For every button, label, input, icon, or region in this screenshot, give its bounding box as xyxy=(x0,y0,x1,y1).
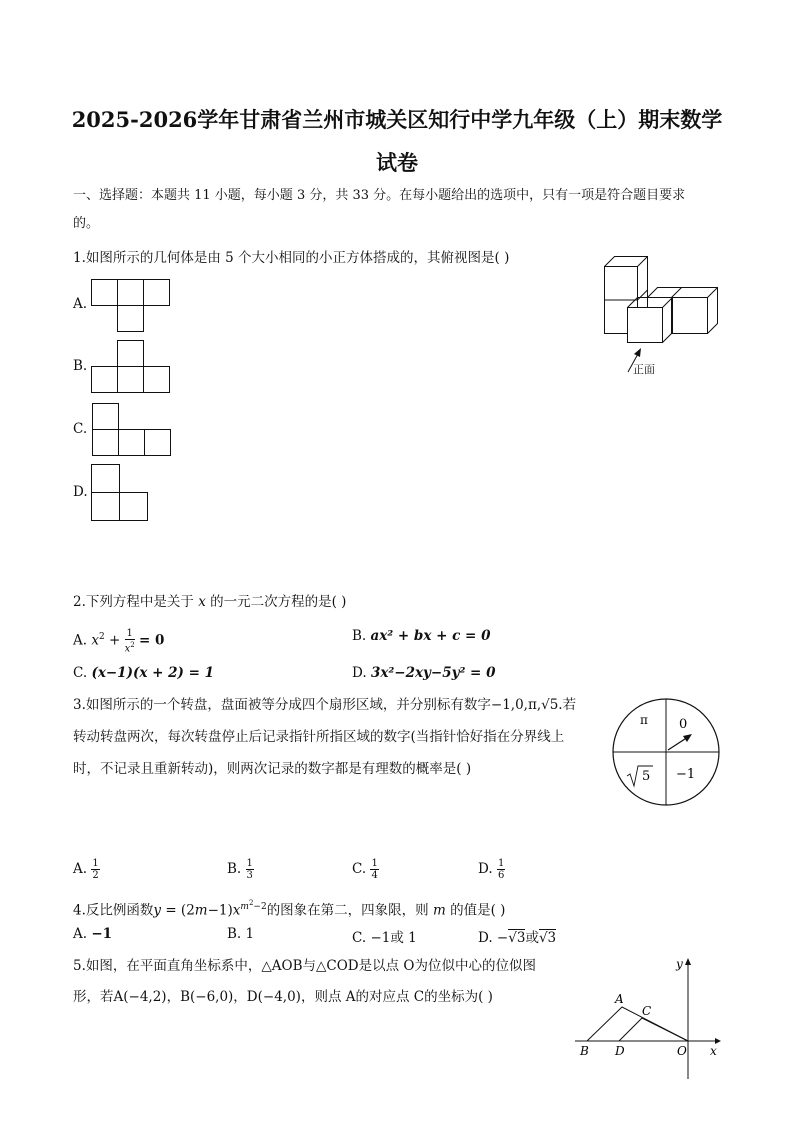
q1-stem: 1.如图所示的几何体是由 5 个大小相同的小正方体搭成的，其俯视图是( ) xyxy=(73,250,510,266)
point-label-a: A xyxy=(615,992,624,1006)
q1-figure-label: 正面 xyxy=(633,363,655,376)
q3-option-a: A. $\frac{1}{2}$ xyxy=(73,858,99,881)
page-title-cont: 试卷 xyxy=(376,150,418,175)
q1-option-b-figure xyxy=(91,340,173,394)
q3-spinner-wheel xyxy=(610,696,722,808)
q3-stem-line1: 3.如图所示的一个转盘，盘面被等分成四个扇形区域，并分别标有数字−1,0,π,√5.若 xyxy=(73,697,577,713)
point-label-o: O xyxy=(677,1044,687,1058)
q3-option-c: C. $\frac{1}{4}$ xyxy=(352,858,378,881)
q2-stem: 2.下列方程中是关于 x 的一元二次方程的是( ) xyxy=(73,594,347,610)
page-title: 2025-2026学年甘肃省兰州市城关区知行中学九年级（上）期末数学 xyxy=(71,107,723,132)
axis-label-x: x xyxy=(710,1044,717,1058)
q3-option-d: D. $\frac{1}{6}$ xyxy=(478,858,505,881)
q2-option-c: C. (x−1)(x + 2) = 1 xyxy=(73,665,214,681)
q5-stem-line2: 形，若A(−4,2)，B(−6,0)，D(−4,0)，则点 A的对应点 C的坐标为( ) xyxy=(73,989,493,1005)
q4-stem: 4.反比例函数$y = (2m-1)x^{m^2-2}$的图象在第二，四象限，则 m 的值是( ) xyxy=(73,899,506,919)
q1-option-a-figure xyxy=(91,279,173,333)
q5-coordinate-figure xyxy=(575,955,725,1085)
q2-option-a: A. $x^2$ + $\frac{1}{x^2}$ = 0 xyxy=(73,628,165,655)
q4-option-d: D. −√3或√3 xyxy=(478,930,557,946)
q1-option-d-label: D. xyxy=(73,484,88,500)
q1-option-c-label: C. xyxy=(73,421,88,437)
q2-option-d: D. 3x²−2xy−5y² = 0 xyxy=(352,665,496,681)
wheel-label-neg1: −1 xyxy=(676,767,696,782)
q5-stem-line1: 5.如图，在平面直角坐标系中，△AOB与△COD是以点 O为位似中心的位似图 xyxy=(73,958,536,974)
point-label-b: B xyxy=(580,1044,589,1058)
q1-option-a-label: A. xyxy=(73,296,88,312)
q1-cube-figure xyxy=(600,252,725,380)
wheel-label-pi: π xyxy=(640,713,648,727)
wheel-label-sqrt5: 5 xyxy=(642,769,651,784)
q4-option-b: B. 1 xyxy=(227,926,255,942)
q3-stem-line3: 时，不记录且重新转动)，则两次记录的数字都是有理数的概率是( ) xyxy=(73,761,472,777)
q4-option-c: C. −1或 1 xyxy=(352,930,417,946)
q3-option-b: B. $\frac{1}{3}$ xyxy=(227,858,253,881)
point-label-c: C xyxy=(642,1004,652,1018)
section-heading-cont: 的。 xyxy=(73,216,100,231)
q1-option-d-figure xyxy=(91,464,151,522)
axis-label-y: y xyxy=(676,957,683,971)
wheel-label-zero: 0 xyxy=(679,717,688,732)
point-label-d: D xyxy=(615,1044,625,1058)
q4-option-a: A. −1 xyxy=(73,926,113,942)
q1-option-c-figure xyxy=(92,403,174,457)
q3-stem-line2: 转动转盘两次，每次转盘停止后记录指针所指区域的数字(当指针恰好指在分界线上 xyxy=(73,729,565,745)
section-heading: 一、选择题：本题共 11 小题，每小题 3 分，共 33 分。在每小题给出的选项中，只有一项是符合题目要求 xyxy=(73,188,686,203)
q1-option-b-label: B. xyxy=(73,358,88,374)
q2-option-b: B. ax² + bx + c = 0 xyxy=(352,628,491,644)
